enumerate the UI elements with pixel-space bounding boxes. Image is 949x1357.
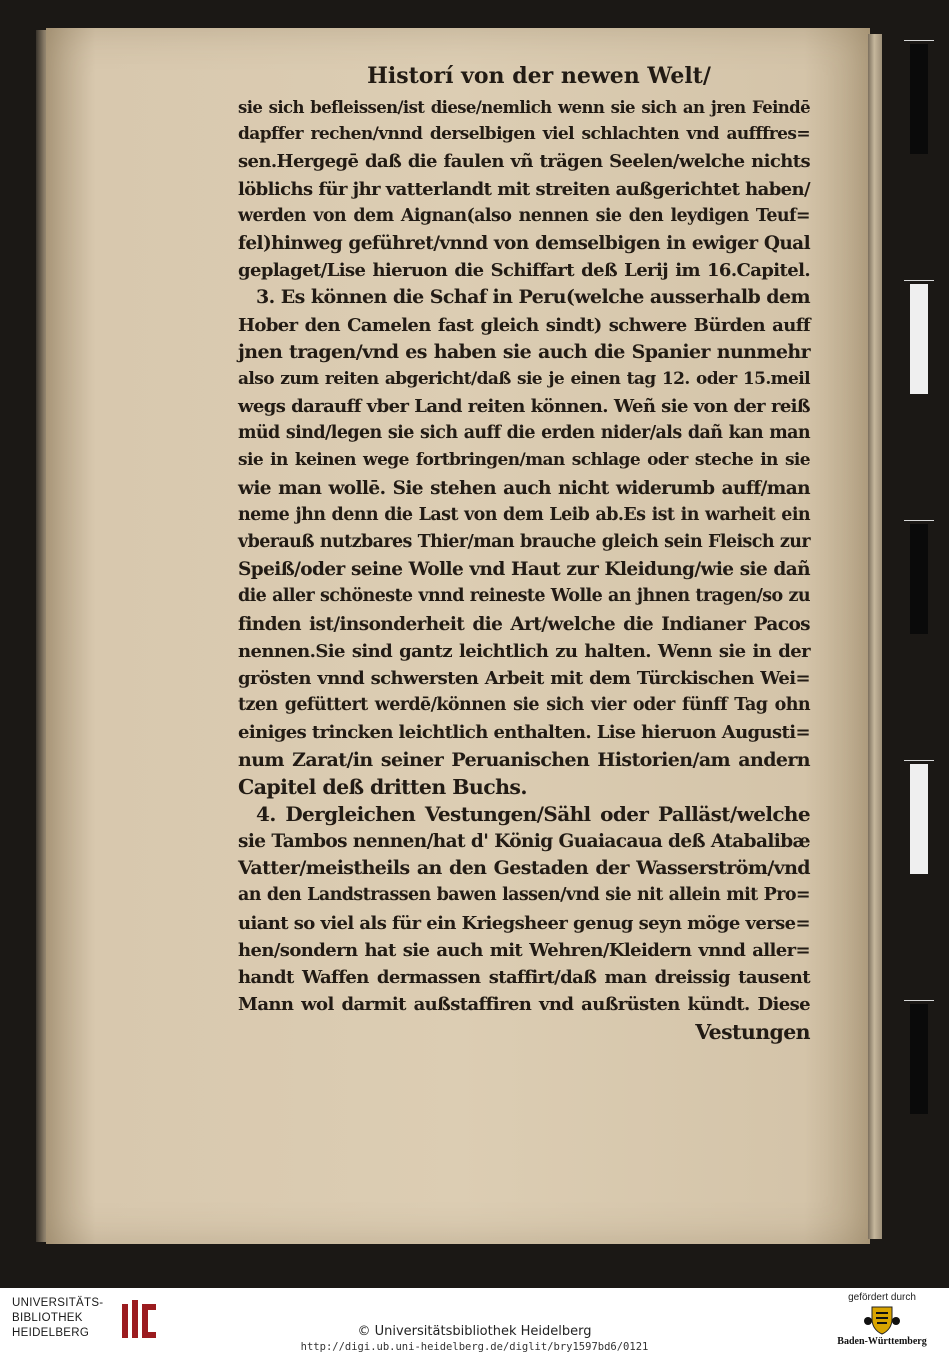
text-line: sie Tambos nennen/hat d' König Guaiacaua deß Atabalibæ xyxy=(238,831,810,853)
library-line: HEIDELBERG xyxy=(12,1327,90,1339)
permalink-url[interactable]: http://digi.ub.uni-heidelberg.de/diglit/bry1597bd6/0121 xyxy=(300,1341,649,1353)
text-line: müd sind/legen sie sich auff die erden nider/als dañ kan man xyxy=(238,423,810,444)
funder-logo[interactable] xyxy=(822,1292,942,1354)
text-line: an den Landstrassen bawen lassen/vnd sie nit allein mit Pro= xyxy=(238,885,810,906)
ruler-bar xyxy=(910,764,928,874)
text-line: num Zarat/in seiner Peruanischen Historien/am andern xyxy=(238,748,810,771)
ruler-tick xyxy=(904,280,934,281)
ruler-tick xyxy=(904,760,934,761)
catchword: Vestungen xyxy=(695,1020,810,1045)
text-line: Capitel deß dritten Buchs. xyxy=(238,774,527,799)
text-line: neme jhn denn die Last von dem Leib ab.Es ist in warheit ein xyxy=(238,504,810,525)
page-text-block xyxy=(238,58,810,1046)
text-line: einiges trincken leichtlich enthalten. Lise hieruon Augusti= xyxy=(238,722,810,744)
text-line: Speiß/oder seine Wolle vnd Haut zur Kleidung/wie sie dañ xyxy=(238,559,810,581)
footer xyxy=(0,1288,949,1357)
text-line: 4. Dergleichen Vestungen/Sähl oder Palläst/welche xyxy=(256,801,810,826)
text-line: löblichs für jhr vatterlandt mit streiten außgerichtet haben/ xyxy=(238,178,810,200)
text-line: handt Waffen dermassen staffirt/daß man dreissig tausent xyxy=(238,967,810,988)
funder-name: Baden-Württemberg xyxy=(837,1336,927,1347)
copyright-notice: © Universitätsbibliothek Heidelberg xyxy=(357,1324,592,1339)
text-line: geplaget/Lise hieruon die Schiffart deß Lerij im 16.Capitel. xyxy=(238,260,810,282)
text-line: jnen tragen/vnd es haben sie auch die Spanier nunmehr xyxy=(238,340,810,363)
ruler-bar xyxy=(910,1004,928,1114)
text-line: sie sich befleissen/ist diese/nemlich wenn sie sich an jren Feindē xyxy=(238,98,810,117)
ruler-bar xyxy=(910,44,928,154)
text-line: Hober den Camelen fast gleich sindt) schwere Bürden auff xyxy=(238,314,810,336)
text-line: uiant so viel als für ein Kriegsheer genug seyn möge verse= xyxy=(238,912,810,934)
text-line: nennen.Sie sind gantz leichtlich zu halten. Wenn sie in der xyxy=(238,640,810,662)
text-lines xyxy=(238,94,810,1018)
coat-of-arms-icon xyxy=(863,1305,901,1335)
text-line: fel)hinweg geführet/vnnd von demselbigen in ewiger Qual xyxy=(238,232,810,254)
ruler-tick xyxy=(904,520,934,521)
ruler-bar xyxy=(910,524,928,634)
text-line: hen/sondern hat sie auch mit Wehren/Kleidern vnnd aller= xyxy=(238,939,810,961)
ruler-tick xyxy=(904,1000,934,1001)
text-line: vberauß nutzbares Thier/man brauche gleich sein Fleisch zur xyxy=(238,532,810,552)
text-line: wie man wollē. Sie stehen auch nicht widerumb auff/man xyxy=(238,477,810,499)
text-line: grösten vnnd schwersten Arbeit mit dem Türckischen Wei= xyxy=(238,667,810,689)
text-line: tzen gefüttert werdē/können sie sich vier oder fünff Tag ohn xyxy=(238,695,810,716)
funder-caption: gefördert durch xyxy=(848,1292,916,1303)
text-line: wegs darauff vber Land reiten können. Weñ sie von der reiß xyxy=(238,396,810,418)
text-line: die aller schöneste vnnd reineste Wolle an jhnen tragen/so zu xyxy=(238,586,810,607)
text-line: Mann wol darmit außstaffiren vnd außrüsten kündt. Diese xyxy=(238,994,810,1016)
ruler-bar xyxy=(910,284,928,394)
running-head: Historí von der newen Welt/ xyxy=(367,63,711,89)
ruler-tick xyxy=(904,40,934,41)
page-stack-edge xyxy=(868,34,882,1239)
text-line: werden von dem Aignan(also nennen sie den leydigen Teuf= xyxy=(238,205,810,226)
text-line: finden ist/insonderheit die Art/welche die Indianer Pacos xyxy=(238,613,810,635)
scale-ruler xyxy=(904,0,934,1288)
text-line: sen.Hergegē daß die faulen vñ trägen Seelen/welche nichts xyxy=(238,151,810,173)
library-line: BIBLIOTHEK xyxy=(12,1312,83,1324)
text-line: dapffer rechen/vnnd derselbigen viel schlachten vnd aufffres= xyxy=(238,124,810,145)
text-line: sie in keinen wege fortbringen/man schlage oder steche in sie xyxy=(238,450,810,471)
text-line: Vatter/meistheils an den Gestaden der Wasserström/vnd xyxy=(238,857,810,880)
text-line: also zum reiten abgericht/daß sie je einen tag 12. oder 15.meil xyxy=(238,368,810,389)
text-line: 3. Es können die Schaf in Peru(welche ausserhalb dem xyxy=(256,286,810,309)
library-line: UNIVERSITÄTS- xyxy=(12,1297,104,1309)
